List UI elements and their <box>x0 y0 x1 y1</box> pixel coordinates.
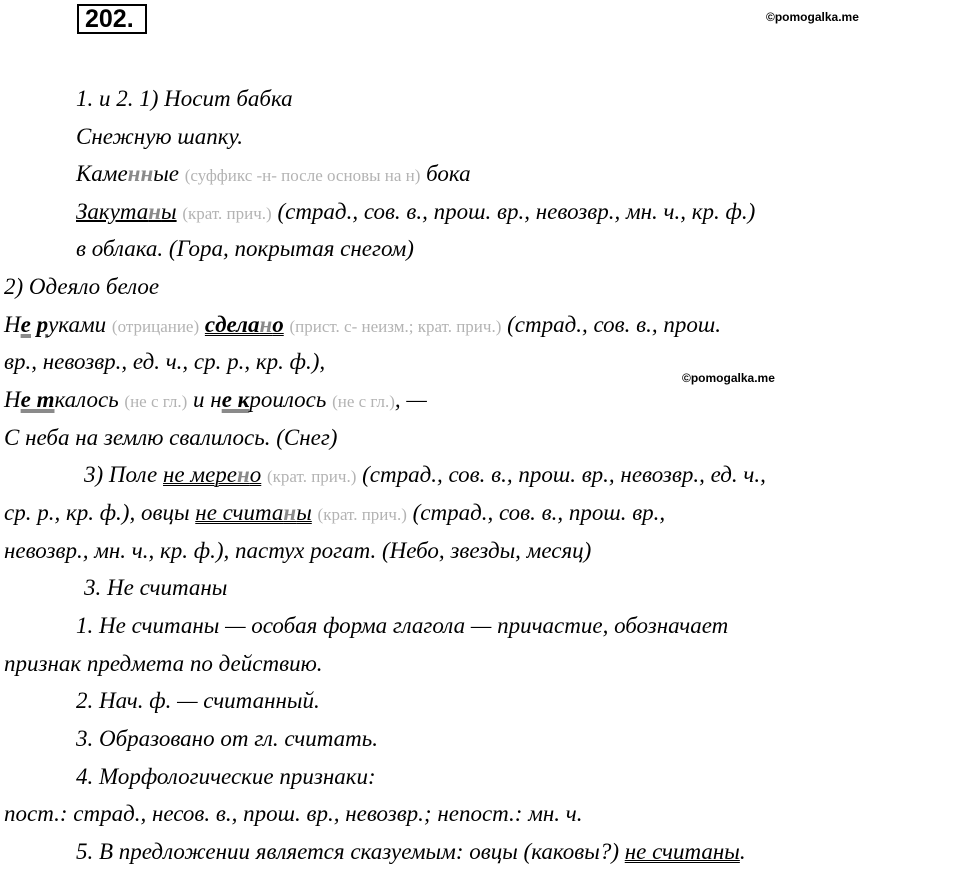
word-ne-mereno: не мерено <box>163 462 262 487</box>
text-line-2: Снежную шапку. <box>76 124 243 149</box>
note-ne-verb-1: (не с гл.) <box>124 392 188 411</box>
text-line-18: 3. Образовано от гл. считать. <box>76 726 378 751</box>
text-line-7: Не руками (отрицание) сделано (прист. с- неизм.; крат. прич.) (страд., сов. в., прош. <box>4 312 721 337</box>
text-line-11: 3) Поле не мерено (крат. прич.) (страд., сов. в., прош. вр., невозвр., ед. ч., <box>84 462 766 487</box>
note-prefix: (прист. с- неизм.; крат. прич.) <box>289 317 502 336</box>
highlight-ne-t: е т <box>20 387 55 412</box>
text-line-1: 1. и 2. 1) Носит бабка <box>76 86 293 111</box>
note-short-participle-2: (крат. прич.) <box>267 467 357 486</box>
text-line-20: пост.: страд., несов. в., прош. вр., невозвр.; непост.: мн. ч. <box>4 801 583 826</box>
word-sdelano: сделано <box>204 312 284 337</box>
text-line-5: в облака. (Гора, покрытая снегом) <box>76 236 414 261</box>
text-line-10: С неба на землю свалилось. (Снег) <box>4 425 338 450</box>
text-line-9: Не ткалось (не с гл.) и не кроилось (не с гл.), — <box>4 387 427 412</box>
text-line-15: 1. Не считаны — особая форма глагола — причастие, обозначает <box>76 613 729 638</box>
watermark-top: ©pomogalka.me <box>766 10 859 24</box>
text-line-8: вр., невозвр., ед. ч., ср. р., кр. ф.), <box>4 349 326 374</box>
note-short-participle-3: (крат. прич.) <box>317 505 407 524</box>
text-line-19: 4. Морфологические признаки: <box>76 764 376 789</box>
highlight-ne-k: е к <box>221 387 250 412</box>
note-ne-verb-2: (не с гл.) <box>332 392 395 411</box>
text-line-6: 2) Одеяло белое <box>4 274 160 299</box>
highlight-ne-r: е р <box>20 312 49 337</box>
text-line-16: признак предмета по действию. <box>4 651 323 676</box>
word-ne-schitany: не считаны <box>195 500 312 525</box>
text-line-4: Закутаны (крат. прич.) (страд., сов. в., прош. вр., невозвр., мн. ч., кр. ф.) <box>76 199 756 224</box>
word-zakutany: Закутаны <box>76 199 177 224</box>
text-line-17: 2. Нач. ф. — считанный. <box>76 688 320 713</box>
text-line-13: невозвр., мн. ч., кр. ф.), пастух рогат. (Небо, звезды, месяц) <box>4 538 592 563</box>
note-short-participle: (крат. прич.) <box>182 204 272 223</box>
note-suffix: (суффикс -н- после основы на н) <box>184 166 421 185</box>
text-line-21: 5. В предложении является сказуемым: овцы (каковы?) не считаны. <box>76 839 746 864</box>
highlight-nn: нн <box>127 161 154 186</box>
watermark-middle: ©pomogalka.me <box>682 371 775 385</box>
exercise-number: 202. <box>77 4 147 34</box>
word-ne-schitany-final: не считаны <box>624 839 740 864</box>
text-line-14: 3. Не считаны <box>84 575 228 600</box>
text-line-12: ср. р., кр. ф.), овцы не считаны (крат. прич.) (страд., сов. в., прош. вр., <box>4 500 666 525</box>
text-line-3: Каменные (суффикс -н- после основы на н) бока <box>76 161 471 186</box>
note-negation: (отрицание) <box>111 317 200 336</box>
